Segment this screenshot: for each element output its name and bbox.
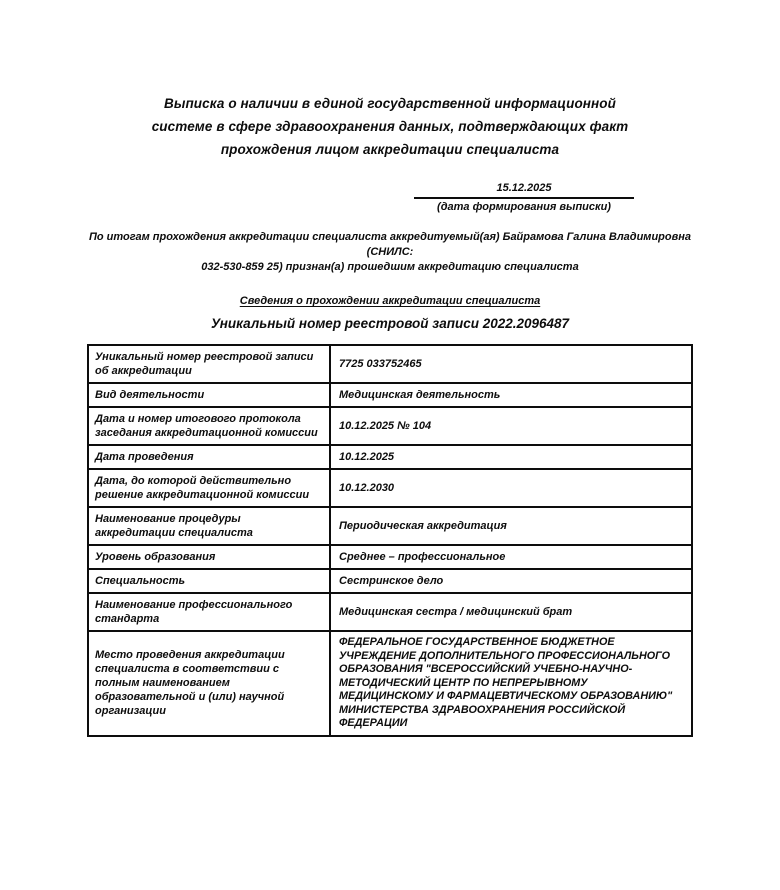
row-label: Дата проведения xyxy=(88,445,330,469)
row-label: Дата и номер итогового протокола заседания аккредитационной комиссии xyxy=(88,407,330,445)
row-label: Уникальный номер реестровой записи об аккредитации xyxy=(88,345,330,383)
intro-line-1: По итогам прохождения аккредитации специалиста аккредитуемый(ая) Байрамова Галина Владимировна (СНИЛС: xyxy=(88,231,692,258)
row-value: 10.12.2030 xyxy=(330,469,692,507)
row-value: Среднее – профессиональное xyxy=(330,545,692,569)
row-value: Медицинская сестра / медицинский брат xyxy=(330,593,692,631)
document-title-line-1: Выписка о наличии в единой государственной информационной xyxy=(163,96,616,111)
row-value: Медицинская деятельность xyxy=(330,383,692,407)
row-value: 7725 033752465 xyxy=(330,345,692,383)
table-row xyxy=(88,407,692,445)
table-row xyxy=(88,569,692,593)
row-label: Наименование профессионального стандарта xyxy=(88,593,330,631)
row-label: Дата, до которой действительно решение аккредитационной комиссии xyxy=(88,469,330,507)
row-label: Вид деятельности xyxy=(88,383,330,407)
table-row xyxy=(88,507,692,545)
table-row xyxy=(88,631,692,736)
document-title xyxy=(0,92,780,161)
registry-number-heading: Уникальный номер реестровой записи 2022.2096487 xyxy=(210,316,570,331)
intro-paragraph xyxy=(70,230,710,275)
issue-date-block xyxy=(414,178,634,213)
row-value: Периодическая аккредитация xyxy=(330,507,692,545)
table-row xyxy=(88,469,692,507)
document-title-line-3: прохождения лицом аккредитации специалиста xyxy=(220,142,560,157)
row-label: Уровень образования xyxy=(88,545,330,569)
row-value: ФЕДЕРАЛЬНОЕ ГОСУДАРСТВЕННОЕ БЮДЖЕТНОЕ УЧРЕЖДЕНИЕ ДОПОЛНИТЕЛЬНОГО ПРОФЕССИОНАЛЬНОГО ОБРАЗОВАНИЯ "ВСЕРОССИЙСКИЙ УЧЕБНО-НАУЧНО-МЕТОДИЧЕСКИЙ ЦЕНТР ПО НЕПРЕРЫВНОМУ МЕДИЦИНСКОМУ И ФАРМАЦЕВТИЧЕСКОМУ ОБРАЗОВАНИЮ" МИНИСТЕРСТВА ЗДРАВООХРАНЕНИЯ РОССИЙСКОЙ ФЕДЕРАЦИИ xyxy=(330,631,692,736)
table-row xyxy=(88,383,692,407)
document-title-line-2: системе в сфере здравоохранения данных, подтверждающих факт xyxy=(151,119,629,134)
row-value: Сестринское дело xyxy=(330,569,692,593)
table-row xyxy=(88,445,692,469)
intro-line-2: 032-530-859 25) признан(а) прошедшим аккредитацию специалиста xyxy=(201,261,579,273)
row-label: Специальность xyxy=(88,569,330,593)
table-row xyxy=(88,545,692,569)
table-row xyxy=(88,345,692,383)
row-label: Место проведения аккредитации специалиста в соответствии с полным наименованием образовательной и (или) научной организации xyxy=(88,631,330,736)
row-value: 10.12.2025 xyxy=(330,445,692,469)
row-value: 10.12.2025 № 104 xyxy=(330,407,692,445)
row-label: Наименование процедуры аккредитации специалиста xyxy=(88,507,330,545)
section-heading: Сведения о прохождении аккредитации специалиста xyxy=(239,295,541,307)
accreditation-table xyxy=(87,344,693,737)
table-row xyxy=(88,593,692,631)
issue-date: 15.12.2025 xyxy=(414,182,634,199)
issue-date-caption: (дата формирования выписки) xyxy=(437,201,611,213)
